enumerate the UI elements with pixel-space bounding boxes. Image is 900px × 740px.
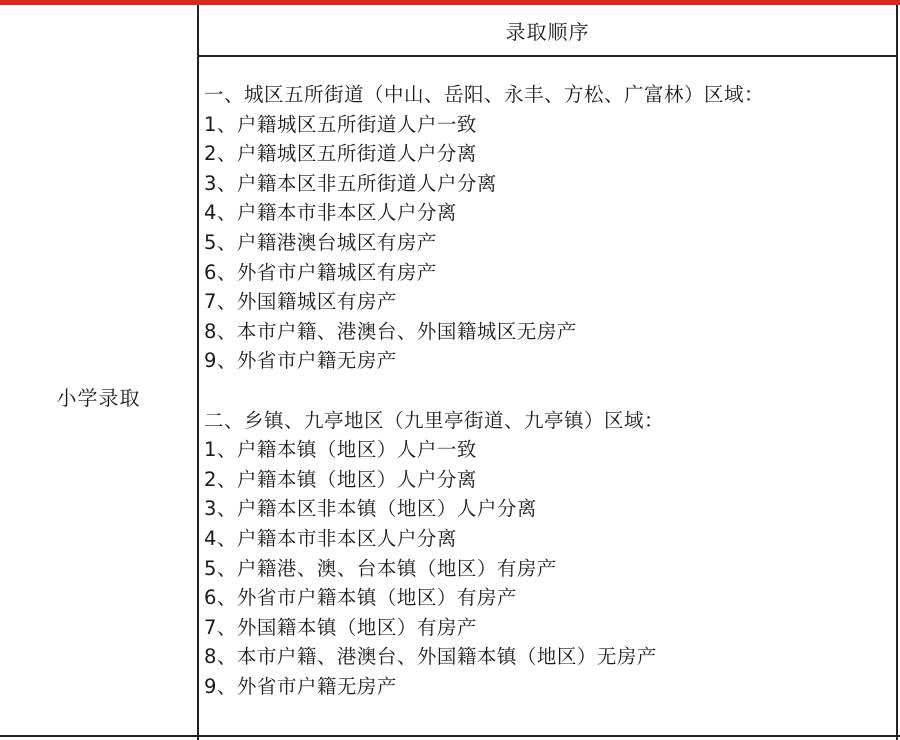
list-item: 7、外国籍本镇（地区）有房产 xyxy=(204,615,477,639)
column-divider xyxy=(197,5,199,740)
table-bottom-border xyxy=(0,735,900,737)
list-item: 3、户籍本区非五所街道人户分离 xyxy=(204,171,497,195)
admission-order-content xyxy=(204,80,890,701)
list-item: 4、户籍本市非本区人户分离 xyxy=(204,201,457,225)
list-item: 3、户籍本区非本镇（地区）人户分离 xyxy=(204,497,537,521)
list-item: 2、户籍本镇（地区）人户分离 xyxy=(204,467,477,491)
table-header-admission-order: 录取顺序 xyxy=(505,19,590,44)
section-title: 一、城区五所街道（中山、岳阳、永丰、方松、广富林）区域： xyxy=(204,83,765,106)
list-item: 6、外省市户籍本镇（地区）有房产 xyxy=(204,586,517,610)
list-item: 5、户籍港澳台城区有房产 xyxy=(204,230,437,254)
list-item: 6、外省市户籍城区有房产 xyxy=(204,260,437,284)
header-divider xyxy=(197,55,898,57)
section-urban-streets xyxy=(204,80,890,376)
list-item: 7、外国籍城区有房产 xyxy=(204,290,397,314)
section-towns-jiuting xyxy=(204,406,890,702)
section-title: 二、乡镇、九亭地区（九里亭街道、九亭镇）区域： xyxy=(204,408,665,432)
list-item: 8、本市户籍、港澳台、外国籍城区无房产 xyxy=(204,319,577,343)
list-item: 1、户籍本镇（地区）人户一致 xyxy=(204,438,477,462)
row-label-primary-admission: 小学录取 xyxy=(56,385,141,410)
list-item: 8、本市户籍、港澳台、外国籍本镇（地区）无房产 xyxy=(204,645,657,669)
list-item: 5、户籍港、澳、台本镇（地区）有房产 xyxy=(204,556,557,580)
list-item: 9、外省市户籍无房产 xyxy=(204,349,397,373)
table-right-border xyxy=(896,5,898,740)
list-item: 2、户籍城区五所街道人户分离 xyxy=(204,142,477,166)
list-item: 4、户籍本市非本区人户分离 xyxy=(204,526,457,550)
list-item: 9、外省市户籍无房产 xyxy=(204,674,397,698)
list-item: 1、户籍城区五所街道人户一致 xyxy=(204,112,477,136)
